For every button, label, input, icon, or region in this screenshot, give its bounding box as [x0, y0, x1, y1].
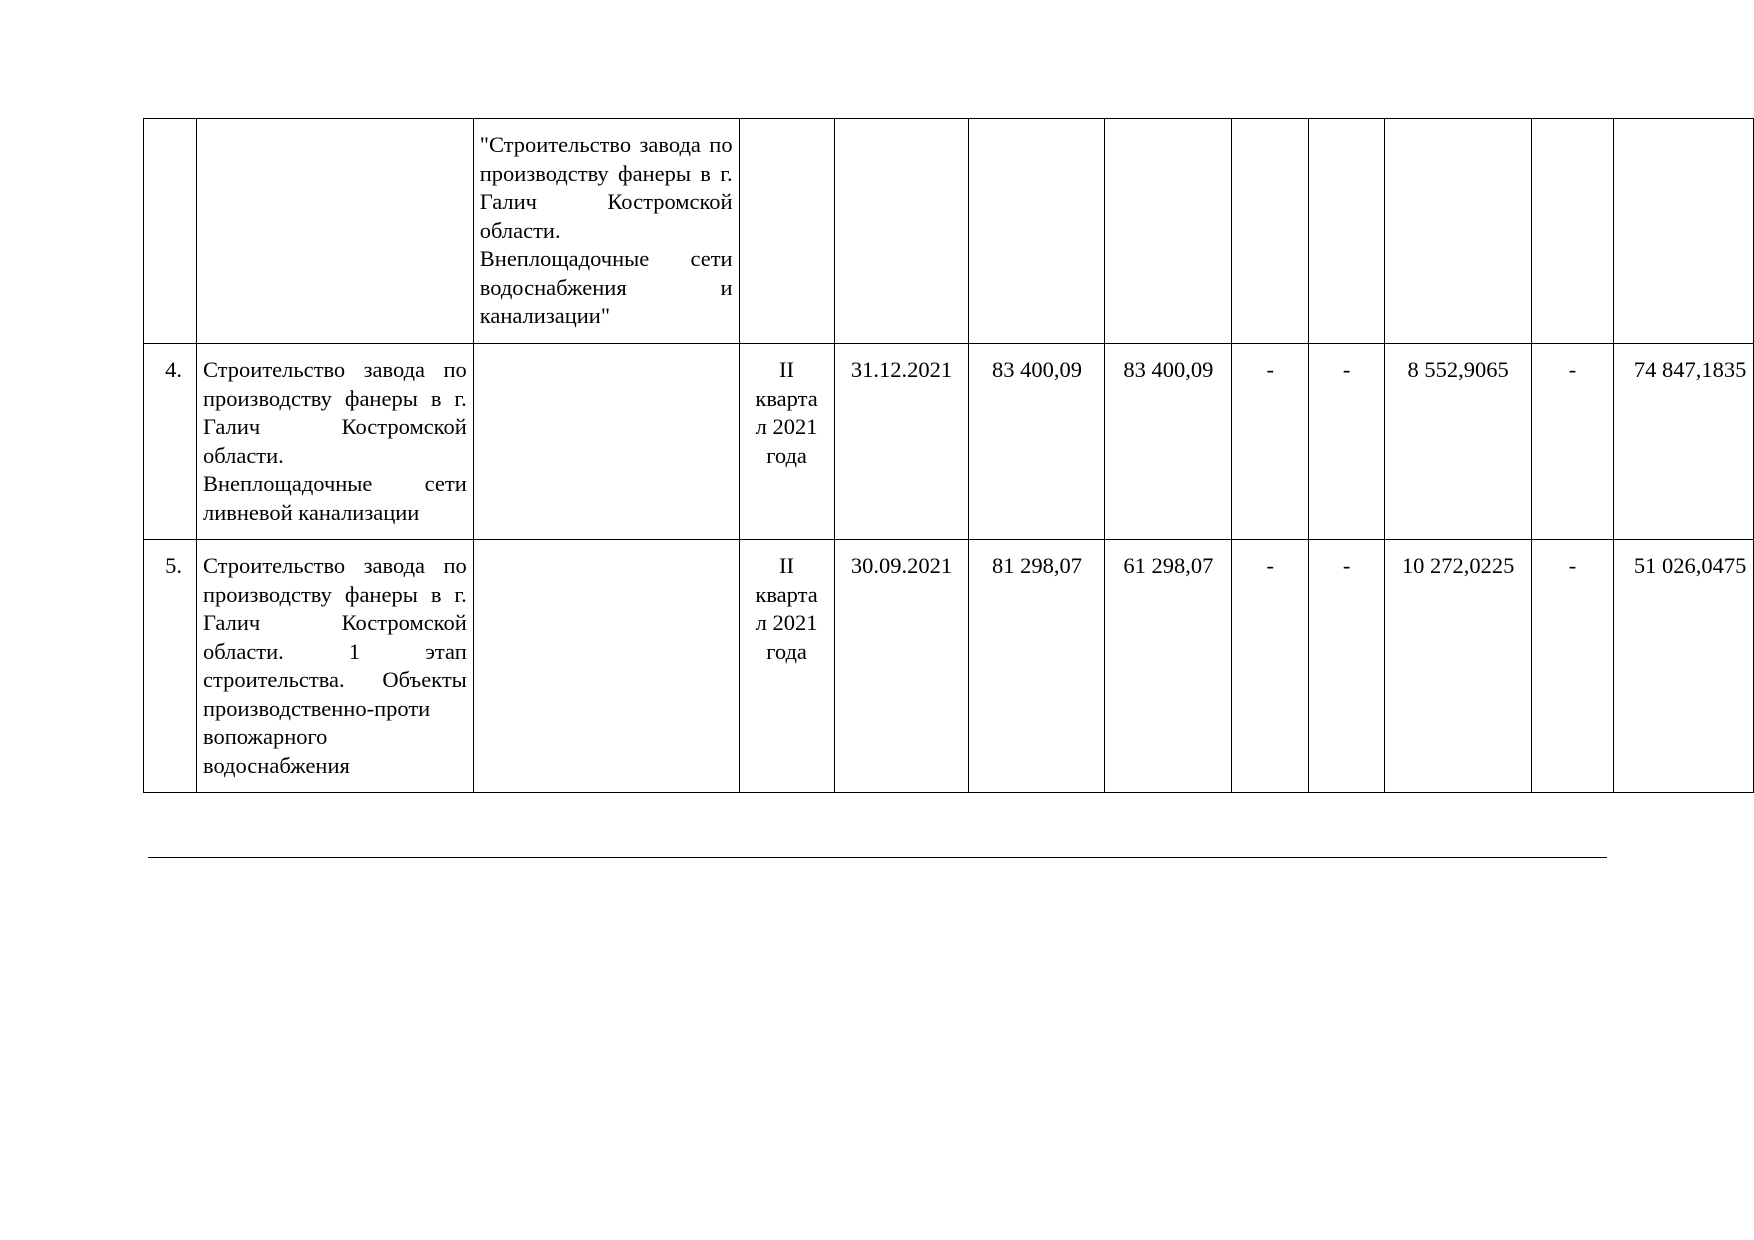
cell-cost — [969, 119, 1105, 344]
cell-col8 — [1232, 119, 1309, 344]
cell-col12 — [1613, 119, 1753, 344]
cell-cost: 81 298,07 — [969, 540, 1105, 793]
cell-project: "Строительство завода по производству фанеры в г. Галич Костромской области. Внеплощадочные сети водоснабжения и канализации" — [473, 119, 739, 344]
cell-amount: 61 298,07 — [1105, 540, 1232, 793]
cell-col12-text: 51 026,0475 — [1633, 553, 1747, 578]
cell-col11 — [1532, 119, 1614, 344]
cell-number: 5. — [144, 540, 197, 793]
cell-col11: - — [1532, 540, 1614, 793]
data-table — [143, 118, 1754, 793]
cell-project — [473, 344, 739, 540]
cell-amount — [1105, 119, 1232, 344]
cell-col8: - — [1232, 344, 1309, 540]
cell-amount: 83 400,09 — [1105, 344, 1232, 540]
cell-date: 31.12.2021 — [834, 344, 969, 540]
cell-period: II кварта л 2021 года — [739, 540, 834, 793]
table-row — [144, 344, 1754, 540]
cell-period — [739, 119, 834, 344]
cell-col9 — [1309, 119, 1385, 344]
cell-number — [144, 119, 197, 344]
cell-date — [834, 119, 969, 344]
cell-date: 30.09.2021 — [834, 540, 969, 793]
cell-name: Строительство завода по производству фанеры в г. Галич Костромской области. Внеплощадочные сети ливневой канализации — [196, 344, 473, 540]
cell-cost: 83 400,09 — [969, 344, 1105, 540]
cell-col9: - — [1309, 540, 1385, 793]
cell-period: II кварта л 2021 года — [739, 344, 834, 540]
cell-project — [473, 540, 739, 793]
cell-col8: - — [1232, 540, 1309, 793]
cell-col11: - — [1532, 344, 1614, 540]
cell-number: 4. — [144, 344, 197, 540]
cell-col10: 8 552,9065 — [1385, 344, 1532, 540]
cell-name — [196, 119, 473, 344]
cell-col12 — [1613, 540, 1753, 793]
cell-col12 — [1613, 344, 1753, 540]
cell-col12-text: 74 847,1835 — [1633, 357, 1747, 382]
table-row — [144, 119, 1754, 344]
footer-rule — [148, 857, 1607, 858]
table-row — [144, 540, 1754, 793]
cell-col10: 10 272,0225 — [1385, 540, 1532, 793]
cell-name: Строительство завода по производству фанеры в г. Галич Костромской области. 1 этап строительства. Объекты производственно-проти вопожарного водоснабжения — [196, 540, 473, 793]
cell-col10 — [1385, 119, 1532, 344]
cell-col9: - — [1309, 344, 1385, 540]
